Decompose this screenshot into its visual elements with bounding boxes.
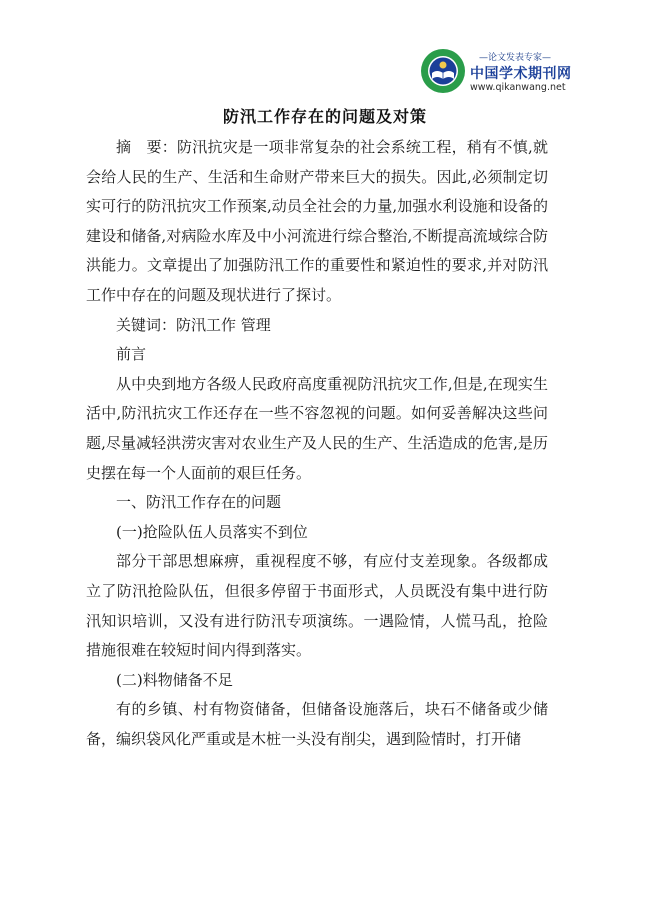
subsection2-paragraph: 有的乡镇、村有物资储备，但储备设施落后，块石不储备或少储备，编织袋风化严重或是木桩一头没有削尖，遇到险情时，打开储 [86, 700, 548, 748]
logo-site-name: 中国学术期刊网 [470, 66, 572, 82]
document-body [86, 133, 548, 754]
logo-tagline: —论文发表专家— [478, 53, 551, 63]
abstract-text: 防汛抗灾是一项非常复杂的社会系统工程，稍有不慎,就会给人民的生产、生活和生命财产带来巨大的损失。因此,必须制定切实可行的防汛抗灾工作预案,动员全社会的力量,加强水利设施和设备的建设和储备,对病险水库及中小河流进行综合整治,不断提高流域综合防洪能力。文章提出了加强防汛工作的重要性和紧迫性的要求,并对防汛工作中存在的问题及现状进行了探讨。 [86, 138, 548, 304]
journal-logo [420, 48, 572, 102]
subsection1-heading: (一)抢险队伍人员落实不到位 [116, 522, 308, 541]
subsection1-paragraph: 部分干部思想麻痹，重视程度不够，有应付支差现象。各级都成立了防汛抢险队伍，但很多停留于书面形式，人员既没有集中进行防汛知识培训，又没有进行防汛专项演练。一遇险情，人慌马乱，抢险措施很难在较短时间内得到落实。 [86, 552, 548, 660]
preface-heading: 前言 [116, 345, 147, 364]
document-title: 防汛工作存在的问题及对策 [222, 107, 427, 126]
section1-heading: 一、防汛工作存在的问题 [116, 493, 282, 512]
subsection2-heading: (二)料物储备不足 [116, 670, 233, 689]
keywords-line: 关键词：防汛工作 管理 [116, 315, 271, 334]
logo-url: www.qikanwang.net [470, 82, 566, 93]
abstract-label: 摘 要： [116, 138, 178, 156]
abstract-paragraph [86, 133, 548, 311]
book-globe-emblem-icon [420, 48, 466, 94]
preface-paragraph: 从中央到地方各级人民政府高度重视防汛抗灾工作,但是,在现实生活中,防汛抗灾工作还存在一些不容忽视的问题。如何妥善解决这些问题,尽量减轻洪涝灾害对农业生产及人民的生产、生活造成的危害,是历史摆在每一个人面前的艰巨任务。 [86, 374, 548, 482]
